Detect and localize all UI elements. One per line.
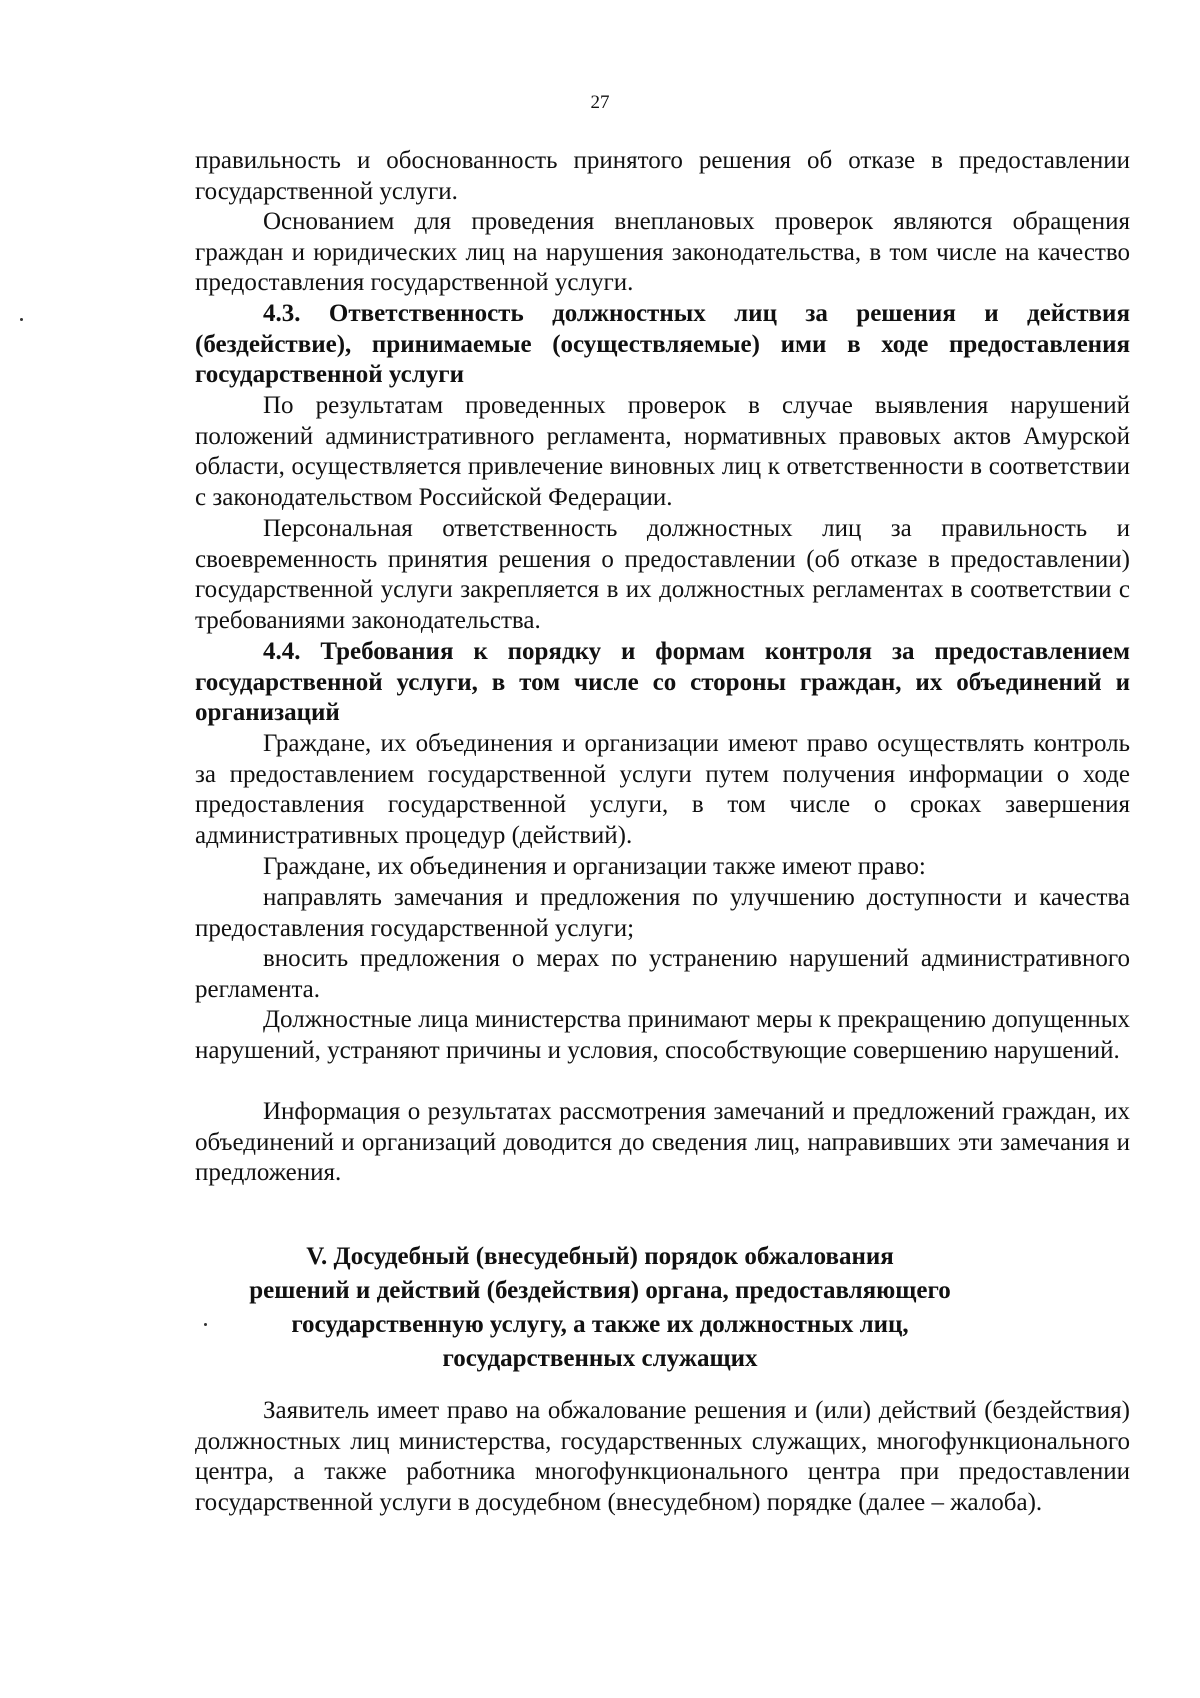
paragraph-citizens-control: Граждане, их объединения и организации имеют право осуществлять контроль за предоставлением государственной услуги путем получения информации о ходе предоставления государственной услуги, в том числе о сроках завершения административных процедур (действий).: [195, 730, 1130, 849]
section-v-heading-line: решений и действий (бездействия) органа, предоставляющего: [249, 1277, 951, 1304]
section-v-heading-line: государственных служащих: [442, 1345, 758, 1372]
scan-speck: [204, 1323, 207, 1326]
paragraph-personal-responsibility: Персональная ответственность должностных лиц за правильность и своевременность принятия решения о предоставлении (об отказе в предоставлении) государственной услуги закрепляется в их должностных регламентах в соответствии с требованиями законодательства.: [195, 515, 1130, 634]
paragraph-send-remarks: направлять замечания и предложения по улучшению доступности и качества предоставления государственной услуги;: [195, 884, 1130, 942]
paragraph-citizens-rights: Граждане, их объединения и организации также имеют право:: [263, 853, 926, 880]
paragraph-unscheduled-inspections: Основанием для проведения внеплановых проверок являются обращения граждан и юридических лиц на нарушения законодательства, в том числе на качество предоставления государственной услуги.: [195, 208, 1130, 296]
paragraph-results-information: Информация о результатах рассмотрения замечаний и предложений граждан, их объединений и организаций доводится до сведения лиц, направивших эти замечания и предложения.: [195, 1098, 1130, 1186]
section-v-heading-line: государственную услугу, а также их должностных лиц,: [291, 1311, 909, 1338]
paragraph-continuation: правильность и обоснованность принятого решения об отказе в предоставлении государственной услуги.: [195, 147, 1130, 205]
paragraph-inspection-results: По результатам проведенных проверок в случае выявления нарушений положений административного регламента, нормативных правовых актов Амурской области, осуществляется привлечение виновных лиц к ответственности в соответствии с законодательством Российской Федерации.: [195, 392, 1130, 511]
scan-speck: [20, 318, 23, 321]
paragraph-appeal-right: Заявитель имеет право на обжалование решения и (или) действий (бездействия) должностных лиц министерства, государственных служащих, многофункционального центра, а также работника многофункционального центра при предоставлении государственной услуги в досудебном (внесудебном) порядке (далее – жалоба).: [195, 1397, 1130, 1516]
paragraph-officials-measures: Должностные лица министерства принимают меры к прекращению допущенных нарушений, устраняют причины и условия, способствующие совершению нарушений.: [195, 1006, 1130, 1064]
section-v-heading-line: V. Досудебный (внесудебный) порядок обжалования: [306, 1243, 894, 1270]
heading-4-4: 4.4. Требования к порядку и формам контроля за предоставлением государственной услуги, в том числе со стороны граждан, их объединений и организаций: [195, 638, 1130, 726]
heading-4-3: 4.3. Ответственность должностных лиц за решения и действия (бездействие), принимаемые (осуществляемые) ими в ходе предоставления государственной услуги: [195, 300, 1130, 388]
paragraph-submit-proposals: вносить предложения о мерах по устранению нарушений административного регламента.: [195, 945, 1130, 1003]
section-v-heading: [0, 1240, 1200, 1376]
page-number: 27: [590, 92, 610, 113]
